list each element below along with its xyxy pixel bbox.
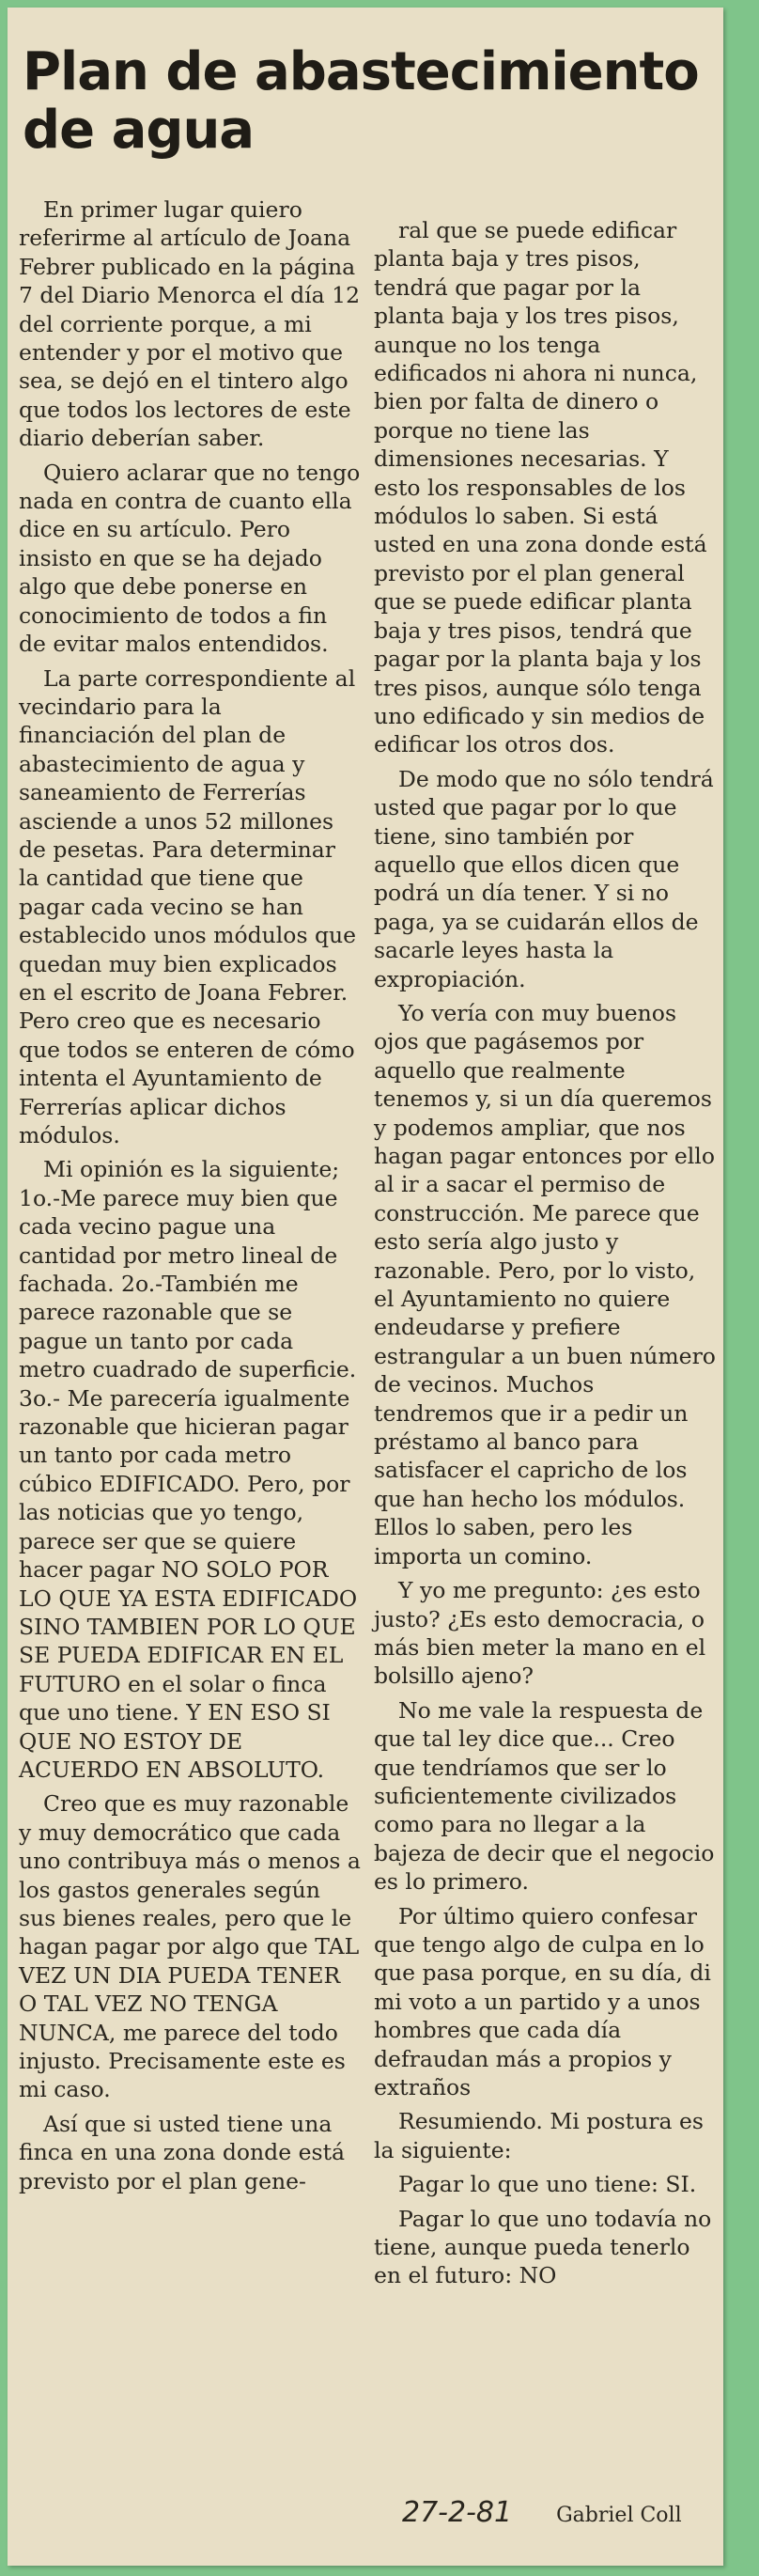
handwritten-date: 27-2-81 [402, 2496, 513, 2529]
paragraph: Pagar lo que uno tiene: SI. [398, 2171, 697, 2198]
paragraph: Mi opinión es la siguiente; 1o.-Me parece muy bien que cada vecino pague una cantidad por metro lineal de fachada. 2o.-También me parece razonable que se pague un tanto por cada metro cuadrado de superficie. 3o.- Me parecería igualmente razonable que hicieran pagar un tanto por cada metro cúbico EDIFICADO. Pero, por las noticias que yo tengo, parece ser que se quiere hacer pagar NO SOLO POR LO QUE YA ESTA EDIFICADO SINO TAMBIEN POR LO QUE SE PUEDA EDIFICAR EN EL FUTURO en el solar o finca que uno tiene. Y EN ESO SI QUE NO ESTOY DE ACUERDO EN ABSOLUTO. [19, 1156, 358, 1783]
paragraph: En primer lugar quiero referirme al artículo de Joana Febrer publicado en la página 7 del Diario Menorca el día 12 del corriente porque, a mi entender y por el motivo que sea, se dejó en el tintero algo que todos los lectores de este diario deberían saber. [19, 196, 361, 452]
paragraph: No me vale la respuesta de que tal ley dice que... Creo que tendríamos que ser lo suficientemente civilizados como para no llegar a la bajeza de decir que el negocio es lo primero. [374, 1696, 715, 1896]
article-title: Plan de abastecimiento de agua [23, 41, 699, 161]
paragraph: Quiero aclarar que no tengo nada en contra de cuanto ella dice en su artículo. Pero insisto en que se ha dejado algo que debe ponerse en conocimiento de todos a fin de evitar malos entendidos. [19, 459, 361, 658]
paragraph: ral que se puede edificar planta baja y tres pisos, tendrá que pagar por la planta baja y los tres pisos, aunque no los tenga edificados ni ahora ni nunca, bien por falta de dinero o porque no tiene las dimensiones necesarias. Y esto los responsables de los módulos lo saben. Si está usted en una zona donde está previsto por el plan general que se puede edificar planta baja y tres pisos, tendrá que pagar por la planta baja y los tres pisos, aunque sólo tenga uno edificado y sin medios de edificar los otros dos. [374, 217, 707, 758]
signature-line [402, 2496, 721, 2529]
article-left-column [19, 195, 361, 2201]
paragraph: Creo que es muy razonable y muy democrático que cada uno contribuya más o menos a los gastos generales según sus bienes reales, pero que le hagan pagar por algo que TAL VEZ UN DIA PUEDA TENER O TAL VEZ NO TENGA NUNCA, me parece del todo injusto. Precisamente este es mi caso. [19, 1790, 361, 2103]
newspaper-clipping [8, 8, 723, 2566]
paragraph: Y yo me pregunto: ¿es esto justo? ¿Es esto democracia, o más bien meter la mano en el bolsillo ajeno? [374, 1577, 706, 1690]
article-right-column [374, 216, 716, 2296]
paragraph: La parte correspondiente al vecindario para la financiación del plan de abastecimiento de agua y saneamiento de Ferrerías asciende a unos 52 millones de pesetas. Para determinar la cantidad que tiene que pagar cada vecino se han establecido unos módulos que quedan muy bien explicados en el escrito de Joana Febrer. Pero creo que es necesario que todos se enteren de cómo intenta el Ayuntamiento de Ferrerías aplicar dichos módulos. [19, 664, 357, 1148]
paragraph: Yo vería con muy buenos ojos que pagásemos por aquello que realmente tenemos y, si un día queremos y podemos ampliar, que nos hagan pagar entonces por ello al ir a sacar el permiso de construcción. Me parece que esto sería algo justo y razonable. Pero, por lo visto, el Ayuntamiento no quiere endeudarse y prefiere estrangular a un buen número de vecinos. Muchos tendremos que ir a pedir un préstamo al banco para satisfacer el capricho de los que han hecho los módulos. Ellos lo saben, pero les importa un comino. [374, 999, 716, 1569]
paragraph: De modo que no sólo tendrá usted que pagar por lo que tiene, sino también por aquello que ellos dicen que podrá un día tener. Y si no paga, ya se cuidarán ellos de sacarle leyes hasta la expropiación. [374, 765, 714, 992]
paragraph: Pagar lo que uno todavía no tiene, aunque pueda tenerlo en el futuro: NO [374, 2205, 712, 2289]
paragraph: Así que si usted tiene una finca en una zona donde está previsto por el plan gene- [19, 2110, 346, 2194]
paragraph: Por último quiero confesar que tengo algo de culpa en lo que pasa porque, en su día, di mi voto a un partido y a unos hombres que cada día defraudan más a propios y extraños [374, 1902, 711, 2100]
author-name: Gabriel Coll [556, 2504, 682, 2527]
paragraph: Resumiendo. Mi postura es la siguiente: [374, 2108, 704, 2163]
